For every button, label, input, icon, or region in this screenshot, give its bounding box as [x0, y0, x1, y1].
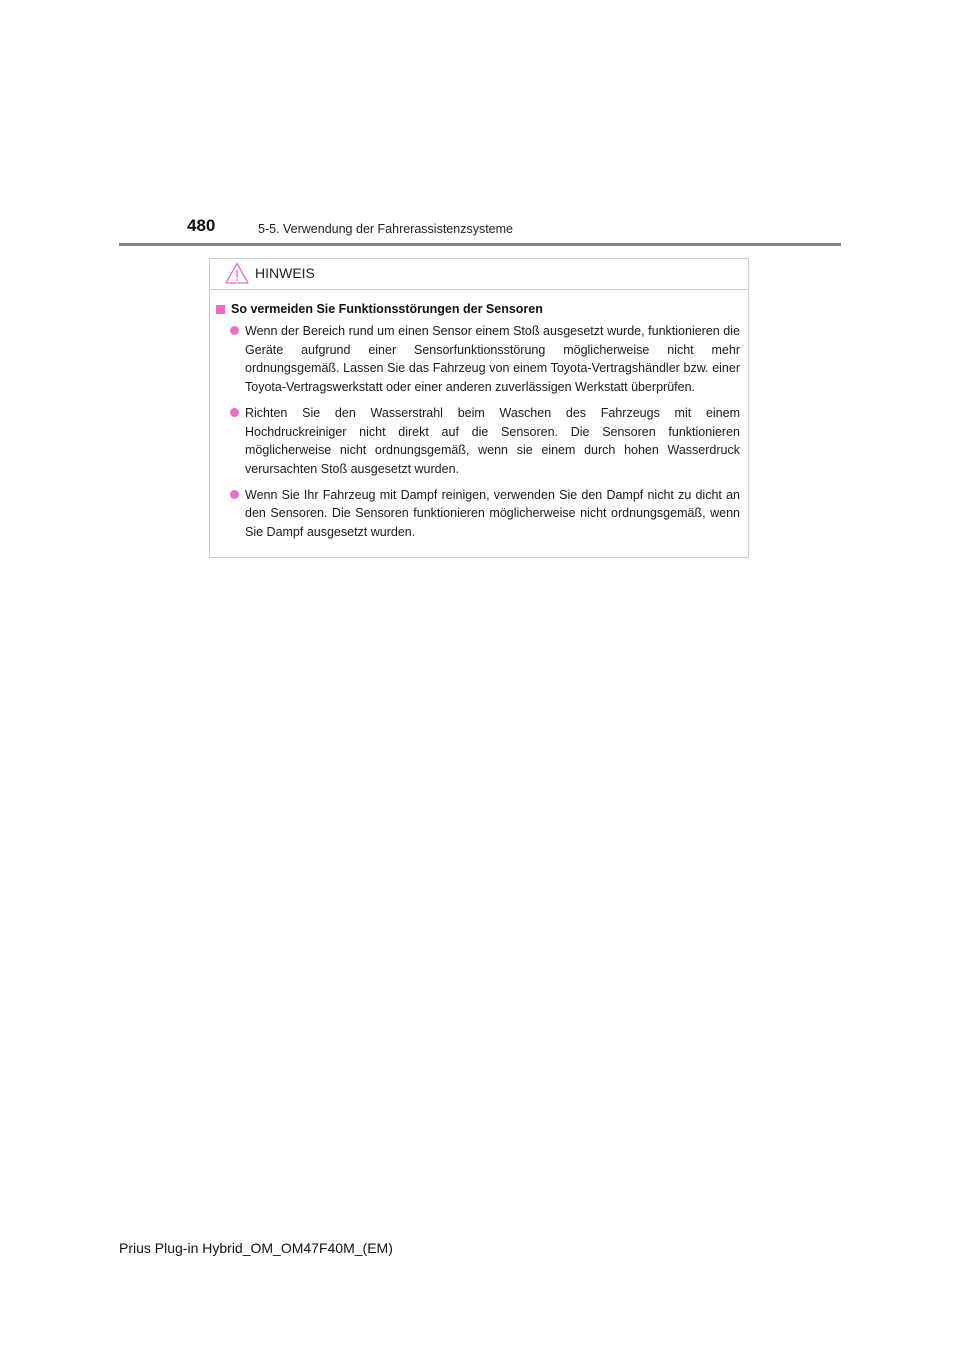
- list-item-text: Wenn Sie Ihr Fahrzeug mit Dampf reinigen, verwenden Sie den Dampf nicht zu dicht an den Sensoren. Die Sensoren funktionieren möglicherweise nicht ordnungsgemäß, wenn Sie Dampf ausgesetzt wurden.: [245, 487, 740, 540]
- notice-body: [210, 290, 748, 542]
- notice-box: [209, 258, 749, 558]
- section-title: 5-5. Verwendung der Fahrerassistenzsysteme: [258, 222, 513, 236]
- page-number: 480: [187, 216, 216, 235]
- subheading-text: So vermeiden Sie Funktionsstörungen der Sensoren: [231, 302, 543, 316]
- circle-bullet-icon: [230, 326, 239, 335]
- notice-label: HINWEIS: [255, 265, 315, 281]
- list-item: [216, 486, 740, 542]
- list-item: [216, 322, 740, 397]
- circle-bullet-icon: [230, 408, 239, 417]
- warning-triangle-icon: [225, 262, 249, 284]
- list-item-text: Wenn der Bereich rund um einen Sensor einem Stoß ausgesetzt wurde, funktionieren die Geräte aufgrund einer Sensorfunktionsstörung möglicherweise nicht mehr ordnungsgemäß. Lassen Sie das Fahrzeug von einem Toyota-Vertragshändler bzw. einer Toyota-Vertragswerkstatt oder einer anderen zuverlässigen Werkstatt überprüfen.: [245, 324, 740, 395]
- circle-bullet-icon: [230, 490, 239, 499]
- header-rule: [119, 243, 841, 246]
- notice-subheading: [216, 302, 740, 316]
- square-bullet-icon: [216, 305, 225, 314]
- list-item: [216, 404, 740, 479]
- notice-header: [210, 259, 748, 290]
- list-item-text: Richten Sie den Wasserstrahl beim Waschen des Fahrzeugs mit einem Hochdruckreiniger nicht direkt auf die Sensoren. Die Sensoren funktionieren möglicherweise nicht ordnungsgemäß, wenn sie einem durch hohen Wasserdruck verursachten Stoß ausgesetzt wurden.: [245, 405, 740, 476]
- footer-document-id: Prius Plug-in Hybrid_OM_OM47F40M_(EM): [119, 1240, 393, 1256]
